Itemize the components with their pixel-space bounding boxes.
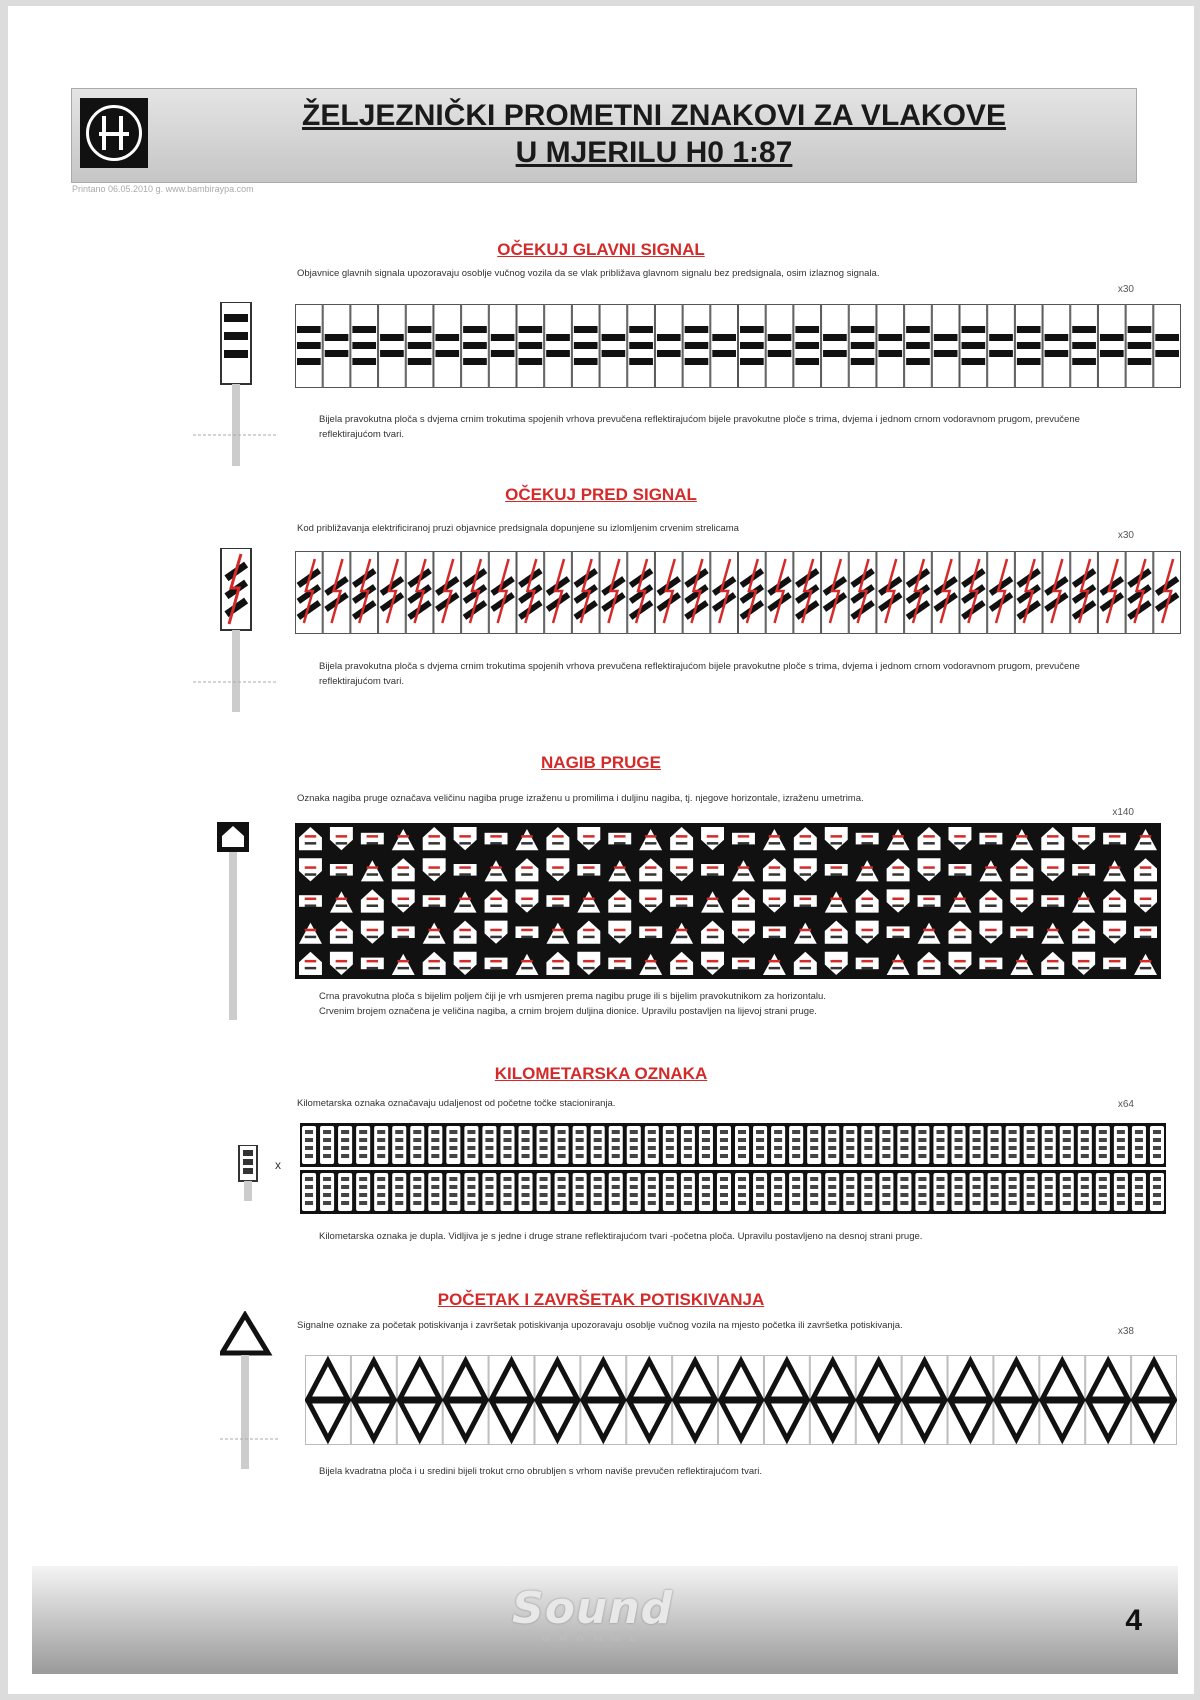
kilometar-card	[735, 1126, 749, 1164]
pred-signal-card	[711, 552, 738, 634]
glavni-signal-card	[1071, 305, 1098, 388]
section-note: Bijela kvadratna ploča i u sredini bijeli trokut crno obrubljen s vrhom naviše prevučen reflektirajućom tvari.	[319, 1466, 763, 1477]
nagib-sign	[979, 833, 1002, 845]
nagib-sign	[949, 864, 972, 876]
glavni-signal-card	[960, 305, 987, 388]
kilometar-card	[807, 1126, 821, 1164]
kilometar-card	[988, 1173, 1002, 1211]
nagib-sign	[485, 958, 508, 970]
kilometar-card	[519, 1173, 533, 1211]
kilometar-card	[988, 1126, 1002, 1164]
pred-signal-card	[766, 552, 793, 634]
pred-signal-card	[545, 552, 572, 634]
kilometar-card	[681, 1126, 695, 1164]
kilometar-card	[392, 1173, 406, 1211]
pred-signal-card	[683, 552, 710, 634]
kilometar-card	[789, 1173, 803, 1211]
kilometar-card	[933, 1126, 947, 1164]
kilometar-card	[500, 1173, 514, 1211]
glavni-signal-card	[379, 305, 406, 388]
glavni-signal-card	[434, 305, 461, 388]
kilometar-card	[482, 1173, 496, 1211]
pred-signal-card	[517, 552, 544, 634]
nagib-sign	[1103, 958, 1126, 970]
kilometar-card	[952, 1126, 966, 1164]
kilometar-card	[897, 1173, 911, 1211]
kilometar-card	[1024, 1173, 1038, 1211]
glavni-signal-card	[1126, 305, 1153, 388]
kilometar-card	[825, 1126, 839, 1164]
section-description: Kod približavanja elektrificiranoj pruzi objavnice predsignala dopunjene su izlomljenim crvenim strelicama	[297, 523, 739, 534]
pred-signal-card	[462, 552, 489, 634]
pred-signal-card	[988, 552, 1015, 634]
glavni-signal-card	[351, 305, 378, 388]
kilometar-card	[807, 1173, 821, 1211]
printed-date: Printano 06.05.2010 g. www.bambiraypa.com	[72, 184, 254, 194]
glavni-signal-card	[517, 305, 544, 388]
pred-signal-card	[739, 552, 766, 634]
nagib-sign	[423, 895, 446, 907]
title-line-2: U MJERILU H0 1:87	[515, 136, 793, 169]
nagib-sign	[887, 926, 910, 938]
nagib-sign	[732, 833, 755, 845]
nagib-sign	[1041, 895, 1064, 907]
kilometarska-sheet	[300, 1123, 1166, 1215]
kilometar-card	[464, 1126, 478, 1164]
kilometar-card	[970, 1126, 984, 1164]
glavni-signal-card	[600, 305, 627, 388]
kilometar-card	[1150, 1173, 1164, 1211]
potiskivanje-card	[443, 1356, 488, 1445]
section-description: Objavnice glavnih signala upozoravaju osoblje vučnog vozila da se vlak približava glavnom signalu bez predsignala, osim izlaznog signala.	[297, 268, 880, 279]
glavni-signal-card	[739, 305, 766, 388]
potiskivanje-post-icon	[220, 1311, 290, 1471]
kilometar-card	[320, 1126, 334, 1164]
page-footer	[32, 1566, 1178, 1674]
title-line-1: ŽELJEZNIČKI PROMETNI ZNAKOVI ZA VLAKOVE	[302, 99, 1006, 132]
nagib-sign	[1072, 864, 1095, 876]
pred-signal-card	[323, 552, 350, 634]
pred-signal-card	[960, 552, 987, 634]
potiskivanje-card	[810, 1356, 855, 1445]
kilometar-card	[627, 1173, 641, 1211]
pred-signal-card	[794, 552, 821, 634]
glavni-signal-card	[406, 305, 433, 388]
kilometar-card	[356, 1126, 370, 1164]
nagib-sign	[732, 958, 755, 970]
kilometar-card	[1132, 1173, 1146, 1211]
kilometar-card	[482, 1126, 496, 1164]
section-description: Oznaka nagiba pruge označava veličinu nagiba pruge izraženu u promilima i duljinu nagiba, tj. njegove horizontale, izraženu umetrima.	[297, 793, 864, 804]
nagib-sign	[825, 864, 848, 876]
sound-garage-logo	[512, 1583, 674, 1644]
brand-sub: GARAGE	[540, 1630, 645, 1644]
kilometar-card	[645, 1126, 659, 1164]
potiskivanje-card	[856, 1356, 901, 1445]
pred-signal-card	[905, 552, 932, 634]
glavni-signal-card	[711, 305, 738, 388]
kilometar-card	[338, 1126, 352, 1164]
glavni-signal-card	[655, 305, 682, 388]
kilometar-card	[573, 1173, 587, 1211]
kilometar-card	[1060, 1126, 1074, 1164]
potiskivanje-card	[351, 1356, 396, 1445]
kilometar-card	[537, 1126, 551, 1164]
section-title-glavni-signal: OČEKUJ GLAVNI SIGNAL	[497, 240, 705, 259]
kilometar-card	[374, 1126, 388, 1164]
pred-signal-card	[932, 552, 959, 634]
kilometar-card	[663, 1126, 677, 1164]
kilometar-card	[627, 1126, 641, 1164]
potiskivanje-card	[306, 1356, 351, 1445]
pred-signal-card	[489, 552, 516, 634]
pred-signal-card	[849, 552, 876, 634]
section-title-potiskivanje: POČETAK I ZAVRŠETAK POTISKIVANJA	[437, 1290, 765, 1309]
nagib-sign	[454, 864, 477, 876]
kilometar-card	[1042, 1173, 1056, 1211]
nagib-sign	[794, 895, 817, 907]
pred-signal-card	[1098, 552, 1125, 634]
kilometar-card	[446, 1173, 460, 1211]
nagib-sign	[392, 926, 415, 938]
kilometar-card	[879, 1126, 893, 1164]
potiskivanje-card	[581, 1356, 626, 1445]
nagib-sign	[361, 958, 384, 970]
pred-signal-card	[434, 552, 461, 634]
nagib-sign	[361, 833, 384, 845]
glavni-signal-card	[462, 305, 489, 388]
glavni-signal-card	[1015, 305, 1042, 388]
kilometar-card	[1060, 1173, 1074, 1211]
glavni-signal-card	[683, 305, 710, 388]
kilometar-card	[1114, 1173, 1128, 1211]
nagib-sign	[918, 895, 941, 907]
section-note	[319, 989, 1139, 1019]
kilometar-card	[1150, 1126, 1164, 1164]
glavni-signal-card	[932, 305, 959, 388]
kilometar-card	[952, 1173, 966, 1211]
pred-signal-card	[379, 552, 406, 634]
note-line-2: Crvenim brojem označena je veličina nagiba, a crnim brojem duljina dionice. Upravilu postavljen na lijevoj strani pruge.	[319, 1006, 817, 1017]
kilometar-card	[699, 1173, 713, 1211]
glavni-signal-card	[794, 305, 821, 388]
quantity-label: x30	[1117, 284, 1134, 295]
pred-signal-card	[572, 552, 599, 634]
nagib-post-icon	[213, 822, 263, 1022]
kilometar-card	[933, 1173, 947, 1211]
glavni-signal-card	[489, 305, 516, 388]
potiskivanje-card	[719, 1356, 764, 1445]
pred-signal-card	[1015, 552, 1042, 634]
glavni-signal-card	[545, 305, 572, 388]
pred-signal-card	[877, 552, 904, 634]
kilometar-card	[428, 1126, 442, 1164]
kilometar-card	[1132, 1126, 1146, 1164]
kilometar-card	[717, 1126, 731, 1164]
glavni-signal-card	[296, 305, 323, 388]
kilometar-card	[374, 1173, 388, 1211]
kilometar-card	[1096, 1173, 1110, 1211]
glavni-signal-card	[1098, 305, 1125, 388]
page-number: 4	[1125, 1604, 1142, 1637]
kilometar-card	[428, 1173, 442, 1211]
kilometar-card	[753, 1126, 767, 1164]
section-title-kilometarska-oznaka: KILOMETARSKA OZNAKA	[494, 1064, 708, 1083]
kilometar-card	[699, 1126, 713, 1164]
nagib-pruge-sheet	[295, 823, 1161, 979]
kilometar-card	[717, 1173, 731, 1211]
svg-text:x: x	[275, 1158, 281, 1172]
nagib-sign	[608, 958, 631, 970]
kilometar-card	[879, 1173, 893, 1211]
section-title-nagib-pruge: NAGIB PRUGE	[541, 753, 661, 772]
glavni-signal-card	[877, 305, 904, 388]
glavni-signal-card	[766, 305, 793, 388]
page-title	[192, 97, 1116, 171]
nagib-sign	[763, 926, 786, 938]
quantity-label: x140	[1112, 807, 1134, 818]
kilometar-card	[915, 1126, 929, 1164]
kilometar-card	[1114, 1126, 1128, 1164]
kilometar-card	[771, 1173, 785, 1211]
kilometar-card	[609, 1173, 623, 1211]
glavni-signal-card	[323, 305, 350, 388]
section-description: Kilometarska oznaka označavaju udaljenost od početne točke stacioniranja.	[297, 1098, 616, 1109]
kilometar-card	[663, 1173, 677, 1211]
kilometar-card	[609, 1126, 623, 1164]
kilometar-card	[681, 1173, 695, 1211]
section-note: Bijela pravokutna ploča s dvjema crnim trokutima spojenih vrhova prevučena reflektirajućom bijele pravokutne ploče s trima, dvjema i jednom crnom vodoravnom prugom, prevučene reflektirajućom tvari.	[319, 661, 1080, 687]
kilometar-card	[825, 1173, 839, 1211]
kilometar-card	[302, 1126, 316, 1164]
potiskivanje-card	[994, 1356, 1039, 1445]
glavni-signal-post-icon	[193, 302, 283, 468]
section-note: Kilometarska oznaka je dupla. Vidljiva je s jedne i druge strane reflektirajućom tvari -početna ploča. Upravilu postavljeno na desnoj strani pruge.	[319, 1231, 923, 1242]
glavni-signal-card	[988, 305, 1015, 388]
kilometar-card	[302, 1173, 316, 1211]
nagib-sign	[330, 864, 353, 876]
note-line-1: Crna pravokutna ploča s bijelim poljem čiji je vrh usmjeren prema nagibu pruge ili s bijelim pravokutnikom za horizontalu.	[319, 991, 826, 1002]
potiskivanje-card	[764, 1356, 809, 1445]
kilometar-card	[410, 1173, 424, 1211]
kilometar-card	[843, 1173, 857, 1211]
kilometar-card	[645, 1173, 659, 1211]
glavni-signal-card	[572, 305, 599, 388]
kilometar-card	[500, 1126, 514, 1164]
pred-signal-card	[600, 552, 627, 634]
potiskivanje-card	[397, 1356, 442, 1445]
page-header	[71, 88, 1137, 183]
kilometar-post-icon	[235, 1145, 295, 1205]
hz-logo	[80, 98, 148, 168]
kilometar-card	[970, 1173, 984, 1211]
kilometar-card	[555, 1173, 569, 1211]
kilometar-card	[915, 1173, 929, 1211]
potiskivanje-card	[1040, 1356, 1085, 1445]
section-note: Bijela pravokutna ploča s dvjema crnim trokutima spojenih vrhova prevučena reflektirajućom bijele pravokutne ploče s trima, dvjema i jednom crnom vodoravnom prugom, prevučene reflektirajućom tvari.	[319, 414, 1080, 440]
pred-signal-card	[351, 552, 378, 634]
nagib-sign	[485, 833, 508, 845]
kilometar-card	[735, 1173, 749, 1211]
nagib-sign	[979, 958, 1002, 970]
kilometar-card	[1096, 1126, 1110, 1164]
nagib-sign	[1103, 833, 1126, 845]
quantity-label: x64	[1117, 1099, 1134, 1110]
kilometar-card	[1078, 1126, 1092, 1164]
potiskivanje-sheet	[305, 1355, 1177, 1445]
nagib-sign	[1010, 926, 1033, 938]
potiskivanje-card	[489, 1356, 534, 1445]
kilometar-card	[1006, 1126, 1020, 1164]
kilometar-card	[789, 1126, 803, 1164]
glavni-signal-card	[905, 305, 932, 388]
glavni-signal-card	[628, 305, 655, 388]
potiskivanje-card	[535, 1356, 580, 1445]
kilometar-card	[1024, 1126, 1038, 1164]
pred-signal-card	[822, 552, 849, 634]
glavni-signal-card	[1154, 305, 1181, 388]
nagib-sign	[516, 926, 539, 938]
kilometar-card	[753, 1173, 767, 1211]
potiskivanje-card	[627, 1356, 672, 1445]
nagib-sign	[670, 895, 693, 907]
nagib-sign	[639, 926, 662, 938]
pred-signal-card	[628, 552, 655, 634]
brand-name: Sound	[512, 1583, 674, 1634]
pred-signal-card	[296, 552, 323, 634]
kilometar-card	[843, 1126, 857, 1164]
kilometar-card	[771, 1126, 785, 1164]
kilometar-card	[591, 1173, 605, 1211]
pred-signal-card	[1071, 552, 1098, 634]
kilometar-card	[861, 1173, 875, 1211]
pred-signal-card	[406, 552, 433, 634]
kilometar-card	[392, 1126, 406, 1164]
kilometar-card	[555, 1126, 569, 1164]
quantity-label: x38	[1117, 1326, 1134, 1337]
glavni-signal-card	[1043, 305, 1070, 388]
pred-signal-card	[655, 552, 682, 634]
kilometar-card	[537, 1173, 551, 1211]
nagib-sign	[701, 864, 724, 876]
document-page	[8, 6, 1194, 1694]
kilometar-card	[519, 1126, 533, 1164]
kilometar-card	[1078, 1173, 1092, 1211]
potiskivanje-card	[902, 1356, 947, 1445]
section-title-pred-signal: OČEKUJ PRED SIGNAL	[505, 485, 697, 504]
kilometar-card	[410, 1126, 424, 1164]
kilometar-card	[464, 1173, 478, 1211]
potiskivanje-card	[673, 1356, 718, 1445]
kilometar-card	[320, 1173, 334, 1211]
kilometar-card	[338, 1173, 352, 1211]
nagib-sign	[1134, 926, 1157, 938]
nagib-sign	[577, 864, 600, 876]
nagib-sign	[856, 833, 879, 845]
section-description: Signalne oznake za početak potiskivanja i završetak potiskivanja upozoravaju osoblje vučnog vozila na mjesto početka ili završetka potiskivanja.	[297, 1320, 903, 1331]
glavni-signal-card	[822, 305, 849, 388]
potiskivanje-card	[948, 1356, 993, 1445]
potiskivanje-card	[1132, 1356, 1177, 1445]
kilometar-card	[591, 1126, 605, 1164]
glavni-signal-sheet	[295, 304, 1181, 388]
kilometar-card	[897, 1126, 911, 1164]
pred-signal-card	[1126, 552, 1153, 634]
nagib-sign	[546, 895, 569, 907]
kilometar-card	[861, 1126, 875, 1164]
kilometar-card	[573, 1126, 587, 1164]
kilometar-card	[356, 1173, 370, 1211]
kilometar-card	[1006, 1173, 1020, 1211]
glavni-signal-card	[849, 305, 876, 388]
nagib-sign	[856, 958, 879, 970]
pred-signal-card	[1043, 552, 1070, 634]
pred-signal-sheet	[295, 551, 1181, 634]
kilometar-card	[1042, 1126, 1056, 1164]
pred-signal-post-icon	[193, 548, 283, 714]
kilometar-card	[446, 1126, 460, 1164]
quantity-label: x30	[1117, 530, 1134, 541]
nagib-sign	[299, 895, 322, 907]
nagib-sign	[608, 833, 631, 845]
pred-signal-card	[1154, 552, 1181, 634]
potiskivanje-card	[1086, 1356, 1131, 1445]
